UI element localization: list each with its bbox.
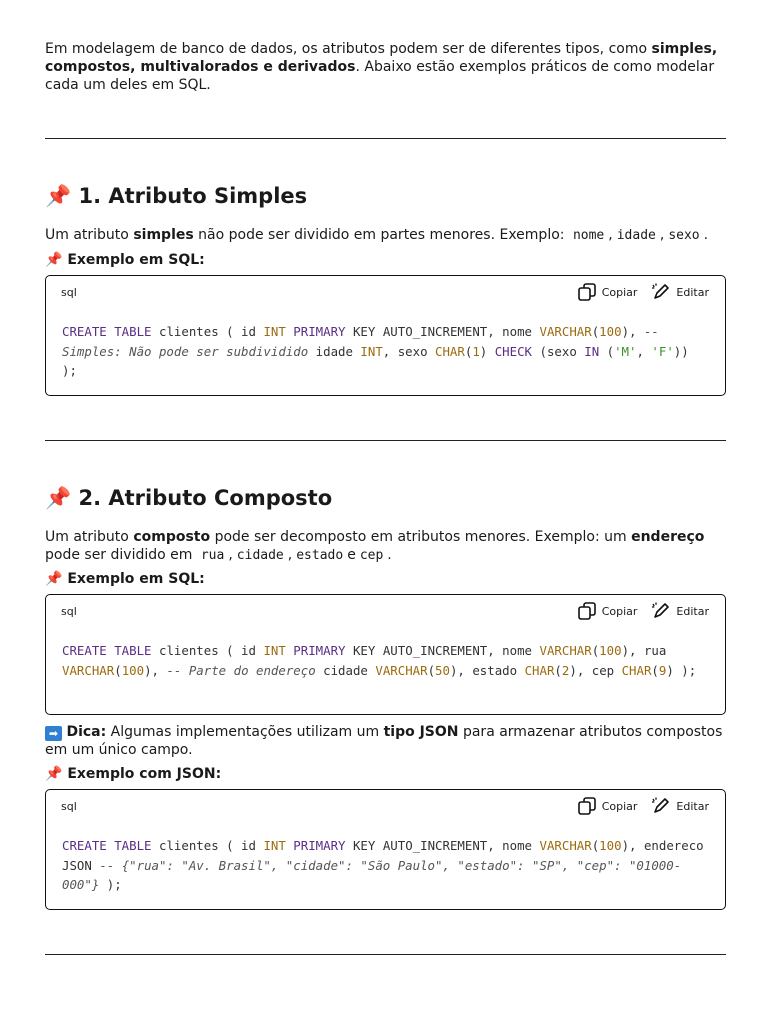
example-label: 📌 Exemplo em SQL:: [45, 252, 205, 268]
edit-label: Editar: [676, 285, 709, 299]
copy-button[interactable]: [577, 601, 638, 621]
pushpin-icon: 📌: [45, 486, 72, 510]
code-token: VARCHAR: [375, 662, 428, 678]
copy-label: Copiar: [601, 285, 638, 299]
section-title-text: 1. Atributo Simples: [78, 184, 308, 208]
section-description: Um atributo composto pode ser decomposto em atributos menores. Exemplo: um endereço pode ser dividido em rua , cidade , estado e cep .: [45, 529, 705, 563]
code-token: clientes ( id: [151, 643, 264, 658]
code-token: CHECK: [494, 343, 533, 359]
code-token: (: [651, 662, 659, 678]
code-token: CREATE TABLE: [62, 838, 152, 853]
code-token: idade: [308, 343, 361, 359]
copy-icon: [577, 796, 597, 816]
code-token: INT: [263, 324, 286, 339]
code-language-label: sql: [61, 800, 77, 813]
inline-code: nome: [572, 228, 605, 243]
section-description: Um atributo simples não pode ser dividido em partes menores. Exemplo: nome , idade , sexo .: [45, 227, 709, 243]
section-title-composto: [45, 484, 332, 512]
code-token: 2: [561, 662, 570, 678]
tip-paragraph: ➡ Dica: Algumas implementações utilizam um tipo JSON para armazenar atributos compostos em um único campo.: [45, 724, 723, 758]
code-token: (: [427, 662, 436, 678]
code-token: ), estado: [449, 662, 525, 678]
edit-label: Editar: [676, 799, 709, 813]
code-token: KEY AUTO_INCREMENT, nome: [345, 643, 540, 658]
code-token: );: [99, 877, 122, 892]
inline-code: cep: [359, 548, 384, 563]
copy-label: Copiar: [601, 604, 638, 618]
code-token: -- {"rua": "Av. Brasil", "cidade": "São Paulo", "estado": "SP", "cep": "01000-000"}: [62, 857, 682, 892]
code-token: INT: [263, 838, 286, 853]
code-token: )) );: [62, 343, 689, 378]
code-token: VARCHAR: [62, 662, 115, 678]
code-token: ), endereco JSON: [62, 838, 704, 873]
intro-text-end: . Abaixo estão exemplos práticos de como modelar cada um deles em SQL.: [45, 59, 715, 93]
inline-code: cidade: [236, 548, 284, 563]
code-token: (: [591, 838, 600, 853]
code-token: VARCHAR: [539, 324, 592, 339]
edit-button[interactable]: [651, 282, 709, 302]
code-token: VARCHAR: [539, 643, 592, 658]
code-token: (: [591, 643, 600, 658]
section-title-text: 2. Atributo Composto: [78, 486, 333, 510]
code-token: clientes ( id: [151, 838, 264, 853]
code-token: CREATE TABLE: [62, 643, 152, 658]
code-token: CHAR: [621, 662, 652, 678]
code-content: [62, 322, 710, 381]
divider: [45, 440, 726, 441]
code-token: IN: [584, 343, 600, 359]
code-token: KEY AUTO_INCREMENT, nome: [345, 838, 540, 853]
code-block: [45, 275, 726, 396]
divider: [45, 138, 726, 139]
inline-code: estado: [296, 548, 344, 563]
code-token: ), rua: [621, 643, 667, 658]
edit-pen-icon: [651, 601, 671, 621]
code-token: ), cep: [569, 662, 622, 678]
code-token: , sexo: [382, 343, 436, 359]
code-token: 100: [599, 324, 622, 339]
intro-text: Em modelagem de banco de dados, os atributos podem ser de diferentes tipos, como: [45, 41, 652, 57]
copy-icon: [577, 282, 597, 302]
code-token: CREATE TABLE: [62, 324, 152, 339]
right-arrow-icon: ➡: [45, 726, 62, 741]
copy-icon: [577, 601, 597, 621]
code-block: [45, 789, 726, 910]
code-token: (: [464, 343, 473, 359]
intro-paragraph: [45, 40, 726, 94]
code-content: [62, 641, 710, 680]
code-token: PRIMARY: [293, 643, 346, 658]
copy-button[interactable]: [577, 796, 638, 816]
edit-pen-icon: [651, 796, 671, 816]
code-token: 50: [435, 662, 450, 678]
code-token: ): [479, 343, 495, 359]
code-token: CHAR: [524, 662, 555, 678]
edit-button[interactable]: [651, 601, 709, 621]
code-token: 100: [599, 838, 622, 853]
code-token: (: [591, 324, 600, 339]
code-token: (sexo: [532, 343, 585, 359]
inline-code: sexo: [668, 228, 700, 243]
example-label: 📌 Exemplo com JSON:: [45, 766, 222, 782]
edit-button[interactable]: [651, 796, 709, 816]
edit-pen-icon: [651, 282, 671, 302]
code-token: (: [554, 662, 562, 678]
code-token: 100: [121, 662, 145, 678]
code-token: -- Simples: Não pode ser subdividido: [62, 324, 659, 359]
code-token: ),: [621, 324, 644, 339]
code-token: INT: [263, 643, 286, 658]
code-token: ),: [144, 662, 167, 678]
code-token: 1: [472, 343, 480, 359]
intro-bold: simples, compostos, multivalorados e derivados: [45, 41, 718, 75]
code-token: INT: [360, 343, 383, 359]
code-token: KEY AUTO_INCREMENT, nome: [345, 324, 540, 339]
divider: [45, 954, 726, 955]
code-token: VARCHAR: [539, 838, 592, 853]
code-token: 'M': [614, 343, 637, 359]
code-token: ) );: [666, 662, 697, 678]
pushpin-icon: 📌: [45, 766, 63, 782]
code-token: -- Parte do endereço: [166, 662, 316, 678]
copy-button[interactable]: [577, 282, 638, 302]
edit-label: Editar: [676, 604, 709, 618]
inline-code: rua: [200, 548, 225, 563]
code-token: (: [599, 343, 615, 359]
copy-label: Copiar: [601, 799, 638, 813]
code-token: 'F': [651, 343, 674, 359]
pushpin-icon: 📌: [45, 571, 63, 587]
code-content: [62, 836, 710, 895]
section-title-simples: [45, 182, 307, 210]
code-language-label: sql: [61, 286, 77, 299]
code-token: clientes ( id: [151, 324, 264, 339]
code-token: 9: [658, 662, 667, 678]
code-token: ,: [636, 343, 652, 359]
code-token: CHAR: [435, 343, 465, 359]
code-token: (: [114, 662, 122, 678]
inline-code: idade: [616, 228, 656, 243]
code-language-label: sql: [61, 605, 77, 618]
pushpin-icon: 📌: [45, 184, 72, 208]
example-label: 📌 Exemplo em SQL:: [45, 571, 205, 587]
pushpin-icon: 📌: [45, 252, 63, 268]
code-token: cidade: [315, 662, 376, 678]
code-token: 100: [599, 643, 622, 658]
code-token: PRIMARY: [293, 838, 346, 853]
code-token: PRIMARY: [293, 324, 346, 339]
code-block: [45, 594, 726, 715]
